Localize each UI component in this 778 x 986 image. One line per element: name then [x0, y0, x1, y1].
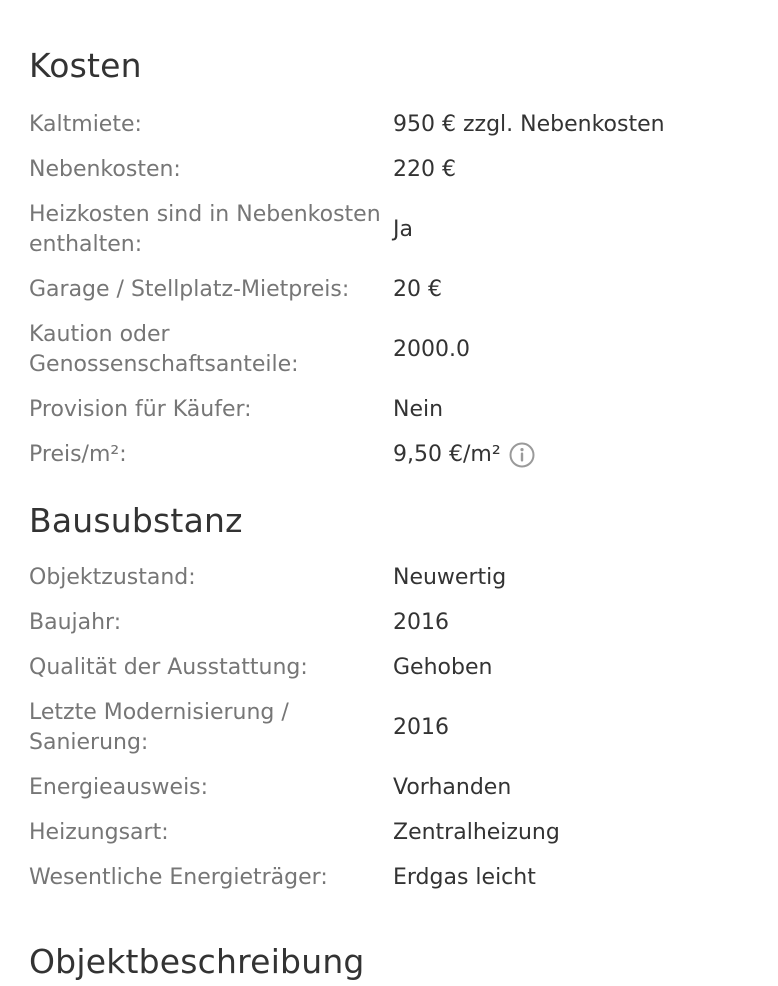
row-provision [29, 387, 749, 432]
bausubstanz-section [29, 497, 749, 900]
value-modernisierung: 2016 [393, 714, 449, 740]
label-preis-qm: Preis/m²: [29, 441, 127, 467]
kosten-title: Kosten [29, 46, 142, 85]
info-icon[interactable] [509, 442, 535, 468]
value-garage: 20 € [393, 276, 442, 302]
row-heizungsart [29, 810, 749, 855]
kosten-list [29, 102, 749, 477]
row-baujahr [29, 600, 749, 645]
label-baujahr: Baujahr: [29, 609, 122, 635]
value-heizungsart: Zentralheizung [393, 819, 560, 845]
row-ausstattung [29, 645, 749, 690]
value-preis-qm-wrapper [393, 440, 535, 470]
value-energieausweis: Vorhanden [393, 774, 512, 800]
row-nebenkosten [29, 147, 749, 192]
value-baujahr: 2016 [393, 609, 449, 635]
label-ausstattung: Qualität der Ausstattung: [29, 654, 308, 680]
label-garage: Garage / Stellplatz-Mietpreis: [29, 276, 350, 302]
row-objektzustand [29, 555, 749, 600]
label-provision: Provision für Käufer: [29, 396, 252, 422]
row-kaltmiete [29, 102, 749, 147]
value-provision: Nein [393, 396, 444, 422]
label-kaution: Kaution oder Genossenschaftsanteile: [29, 321, 299, 377]
objektbeschreibung-title: Objektbeschreibung [29, 942, 365, 981]
value-energietraeger: Erdgas leicht [393, 864, 536, 890]
value-heizkosten: Ja [393, 216, 413, 242]
value-ausstattung: Gehoben [393, 654, 493, 680]
value-objektzustand: Neuwertig [393, 564, 507, 590]
kosten-section [29, 42, 749, 477]
label-modernisierung: Letzte Modernisierung / Sanierung: [29, 699, 289, 755]
value-preis-qm: 9,50 €/m² [393, 441, 501, 467]
label-objektzustand: Objektzustand: [29, 564, 196, 590]
bausubstanz-list [29, 555, 749, 900]
row-heizkosten [29, 192, 749, 267]
row-preis-qm [29, 432, 749, 477]
label-heizungsart: Heizungsart: [29, 819, 169, 845]
row-kaution [29, 312, 749, 387]
row-energietraeger [29, 855, 749, 900]
label-energietraeger: Wesentliche Energieträger: [29, 864, 328, 890]
info-icon-svg [509, 442, 535, 468]
label-kaltmiete: Kaltmiete: [29, 111, 142, 137]
objektbeschreibung-section [29, 938, 749, 986]
row-garage [29, 267, 749, 312]
label-heizkosten: Heizkosten sind in Nebenkosten enthalten: [29, 201, 381, 257]
value-nebenkosten: 220 € [393, 156, 456, 182]
row-modernisierung [29, 690, 749, 765]
value-kaution: 2000.0 [393, 336, 470, 362]
value-kaltmiete: 950 € zzgl. Nebenkosten [393, 111, 665, 137]
label-energieausweis: Energieausweis: [29, 774, 209, 800]
label-nebenkosten: Nebenkosten: [29, 156, 181, 182]
row-energieausweis [29, 765, 749, 810]
bausubstanz-title: Bausubstanz [29, 501, 243, 540]
